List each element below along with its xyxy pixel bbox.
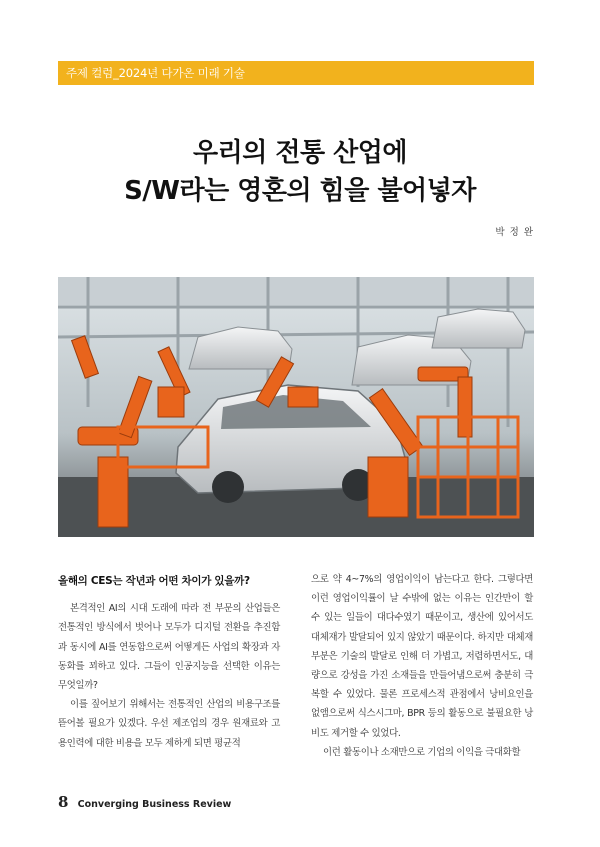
body-paragraph: 으로 약 4~7%의 영업이익이 남는다고 한다. 그렇다면 이런 영업이익률이 날 수밖에 없는 이유는 인간만이 할 수 있는 일들이 대다수였기 때문이고, 생산에 있어서도 대체재가 발달되어 있지 않았기 때문이다. 하지만 대체재 부분은 기술의 발달로 인해 더 가볍고, 저렴하면서도, 대량으로 강성을 가진 소재들을 만들어냄으로써 충분히 극복할 수 있었다. 물론 프로세스적 관점에서 낭비요인을 없앰으로써 식스시그마, BPR 등의 활동으로 불필요한 낭비도 제거할 수 있었다.: [311, 574, 533, 739]
body-paragraph: 이런 활동이나 소재만으로 기업의 이익을 극대화할: [323, 746, 521, 758]
author-name: 박 정 완: [495, 227, 534, 238]
body-paragraph: 이를 짚어보기 위해서는 전통적인 산업의 비용구조를 뜯어볼 필요가 있겠다. 우선 제조업의 경우 원재료와 고용인력에 대한 비용을 모두 제하게 되면 평균적: [58, 699, 280, 749]
section-banner: 주제 컬럼_2024년 다가온 미래 기술: [58, 61, 534, 85]
section-subheading: 올해의 CES는 작년과 어떤 차이가 있을까?: [58, 575, 250, 587]
left-column: [58, 572, 280, 753]
right-column: [311, 570, 533, 762]
factory-robot-photo: [58, 277, 534, 537]
page-number: 8: [58, 793, 69, 811]
article-title-line2: S/W라는 영혼의 힘을 불어넣자: [124, 176, 476, 206]
article-title-line1: 우리의 전통 산업에: [192, 138, 408, 168]
page-footer: [58, 793, 231, 811]
body-paragraph: 본격적인 AI의 시대 도래에 따라 전 부문의 산업들은 전통적인 방식에서 벗어나 모두가 디지털 전환을 추진함과 동시에 AI를 연동함으로써 어떻게든 사업의 확장과 자동화를 꾀하고 있다. 그들이 인공지능을 선택한 이유는 무엇일까?: [58, 603, 280, 692]
magazine-name: Converging Business Review: [77, 799, 232, 810]
